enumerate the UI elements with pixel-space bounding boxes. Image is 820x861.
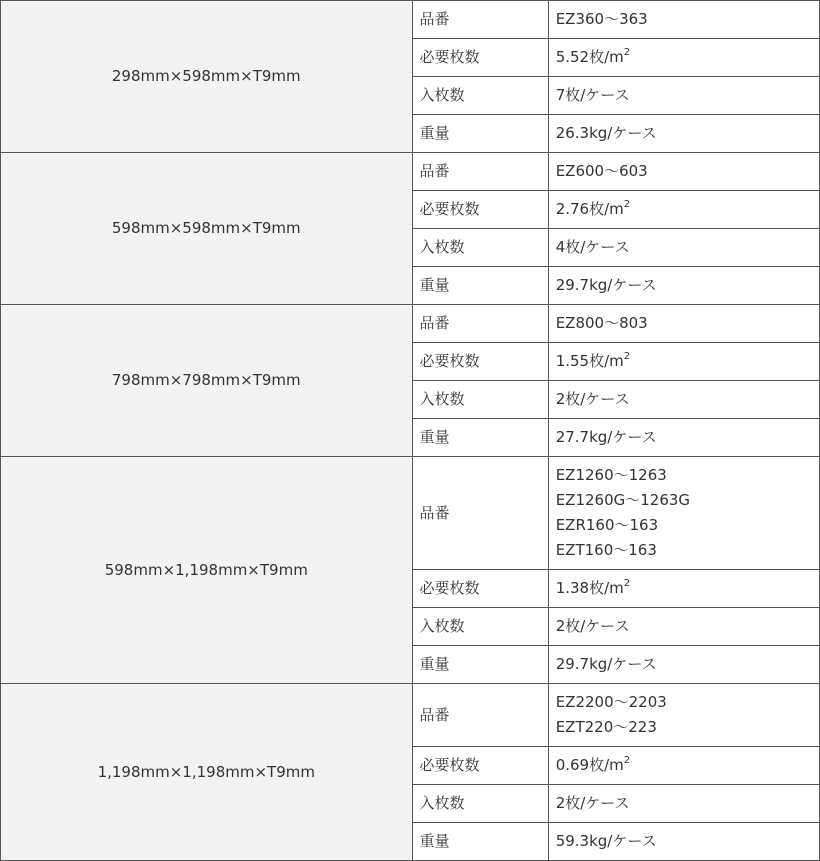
per-case-label: 入枚数 (412, 785, 548, 823)
weight-value: 26.3kg/ケース (548, 115, 819, 153)
part-number-label: 品番 (412, 457, 548, 570)
weight-label: 重量 (412, 646, 548, 684)
required-qty-value (548, 570, 819, 608)
required-qty-label: 必要枚数 (412, 39, 548, 77)
required-qty-label: 必要枚数 (412, 343, 548, 381)
unit-exponent: 2 (623, 199, 631, 210)
per-case-label: 入枚数 (412, 608, 548, 646)
required-qty-label: 必要枚数 (412, 570, 548, 608)
table-row (1, 1, 820, 39)
part-number-line: EZ1260～1263 (555, 466, 667, 484)
part-number-line: EZR160～163 (555, 516, 659, 534)
spec-table-body (1, 1, 820, 861)
required-qty-unit: 枚/m (589, 352, 624, 370)
size-cell: 598mm×598mm×T9mm (1, 153, 413, 305)
size-cell: 598mm×1,198mm×T9mm (1, 457, 413, 684)
part-number-value (548, 305, 819, 343)
per-case-label: 入枚数 (412, 77, 548, 115)
part-number-value (548, 457, 819, 570)
part-number-label: 品番 (412, 684, 548, 747)
part-number-line: EZ800～803 (555, 314, 648, 332)
table-row (1, 153, 820, 191)
unit-exponent: 2 (623, 755, 631, 766)
required-qty-number: 0.69 (555, 756, 590, 774)
part-number-label: 品番 (412, 1, 548, 39)
weight-value: 29.7kg/ケース (548, 267, 819, 305)
unit-exponent: 2 (623, 578, 631, 589)
weight-value: 59.3kg/ケース (548, 823, 819, 861)
part-number-line: EZ2200～2203 (555, 693, 667, 711)
weight-label: 重量 (412, 267, 548, 305)
weight-label: 重量 (412, 115, 548, 153)
per-case-value: 7枚/ケース (548, 77, 819, 115)
part-number-value (548, 153, 819, 191)
unit-exponent: 2 (623, 47, 631, 58)
table-row (1, 305, 820, 343)
size-cell: 298mm×598mm×T9mm (1, 1, 413, 153)
required-qty-unit: 枚/m (589, 756, 624, 774)
table-row (1, 684, 820, 747)
required-qty-number: 5.52 (555, 48, 590, 66)
per-case-label: 入枚数 (412, 381, 548, 419)
per-case-value: 4枚/ケース (548, 229, 819, 267)
part-number-value (548, 684, 819, 747)
per-case-label: 入枚数 (412, 229, 548, 267)
weight-value: 29.7kg/ケース (548, 646, 819, 684)
per-case-value: 2枚/ケース (548, 608, 819, 646)
weight-label: 重量 (412, 823, 548, 861)
required-qty-value (548, 747, 819, 785)
per-case-value: 2枚/ケース (548, 785, 819, 823)
required-qty-number: 1.38 (555, 579, 590, 597)
required-qty-unit: 枚/m (589, 579, 624, 597)
per-case-value: 2枚/ケース (548, 381, 819, 419)
part-number-line: EZ360～363 (555, 10, 648, 28)
size-cell: 1,198mm×1,198mm×T9mm (1, 684, 413, 861)
part-number-value (548, 1, 819, 39)
table-row (1, 457, 820, 570)
part-number-label: 品番 (412, 305, 548, 343)
weight-label: 重量 (412, 419, 548, 457)
part-number-label: 品番 (412, 153, 548, 191)
required-qty-value (548, 39, 819, 77)
part-number-line: EZT220～223 (555, 718, 657, 736)
required-qty-unit: 枚/m (589, 48, 624, 66)
weight-value: 27.7kg/ケース (548, 419, 819, 457)
required-qty-number: 1.55 (555, 352, 590, 370)
required-qty-number: 2.76 (555, 200, 590, 218)
required-qty-unit: 枚/m (589, 200, 624, 218)
required-qty-label: 必要枚数 (412, 747, 548, 785)
part-number-line: EZ600～603 (555, 162, 648, 180)
unit-exponent: 2 (623, 351, 631, 362)
size-cell: 798mm×798mm×T9mm (1, 305, 413, 457)
part-number-line: EZT160～163 (555, 541, 657, 559)
required-qty-value (548, 343, 819, 381)
required-qty-label: 必要枚数 (412, 191, 548, 229)
part-number-line: EZ1260G～1263G (555, 491, 691, 509)
required-qty-value (548, 191, 819, 229)
